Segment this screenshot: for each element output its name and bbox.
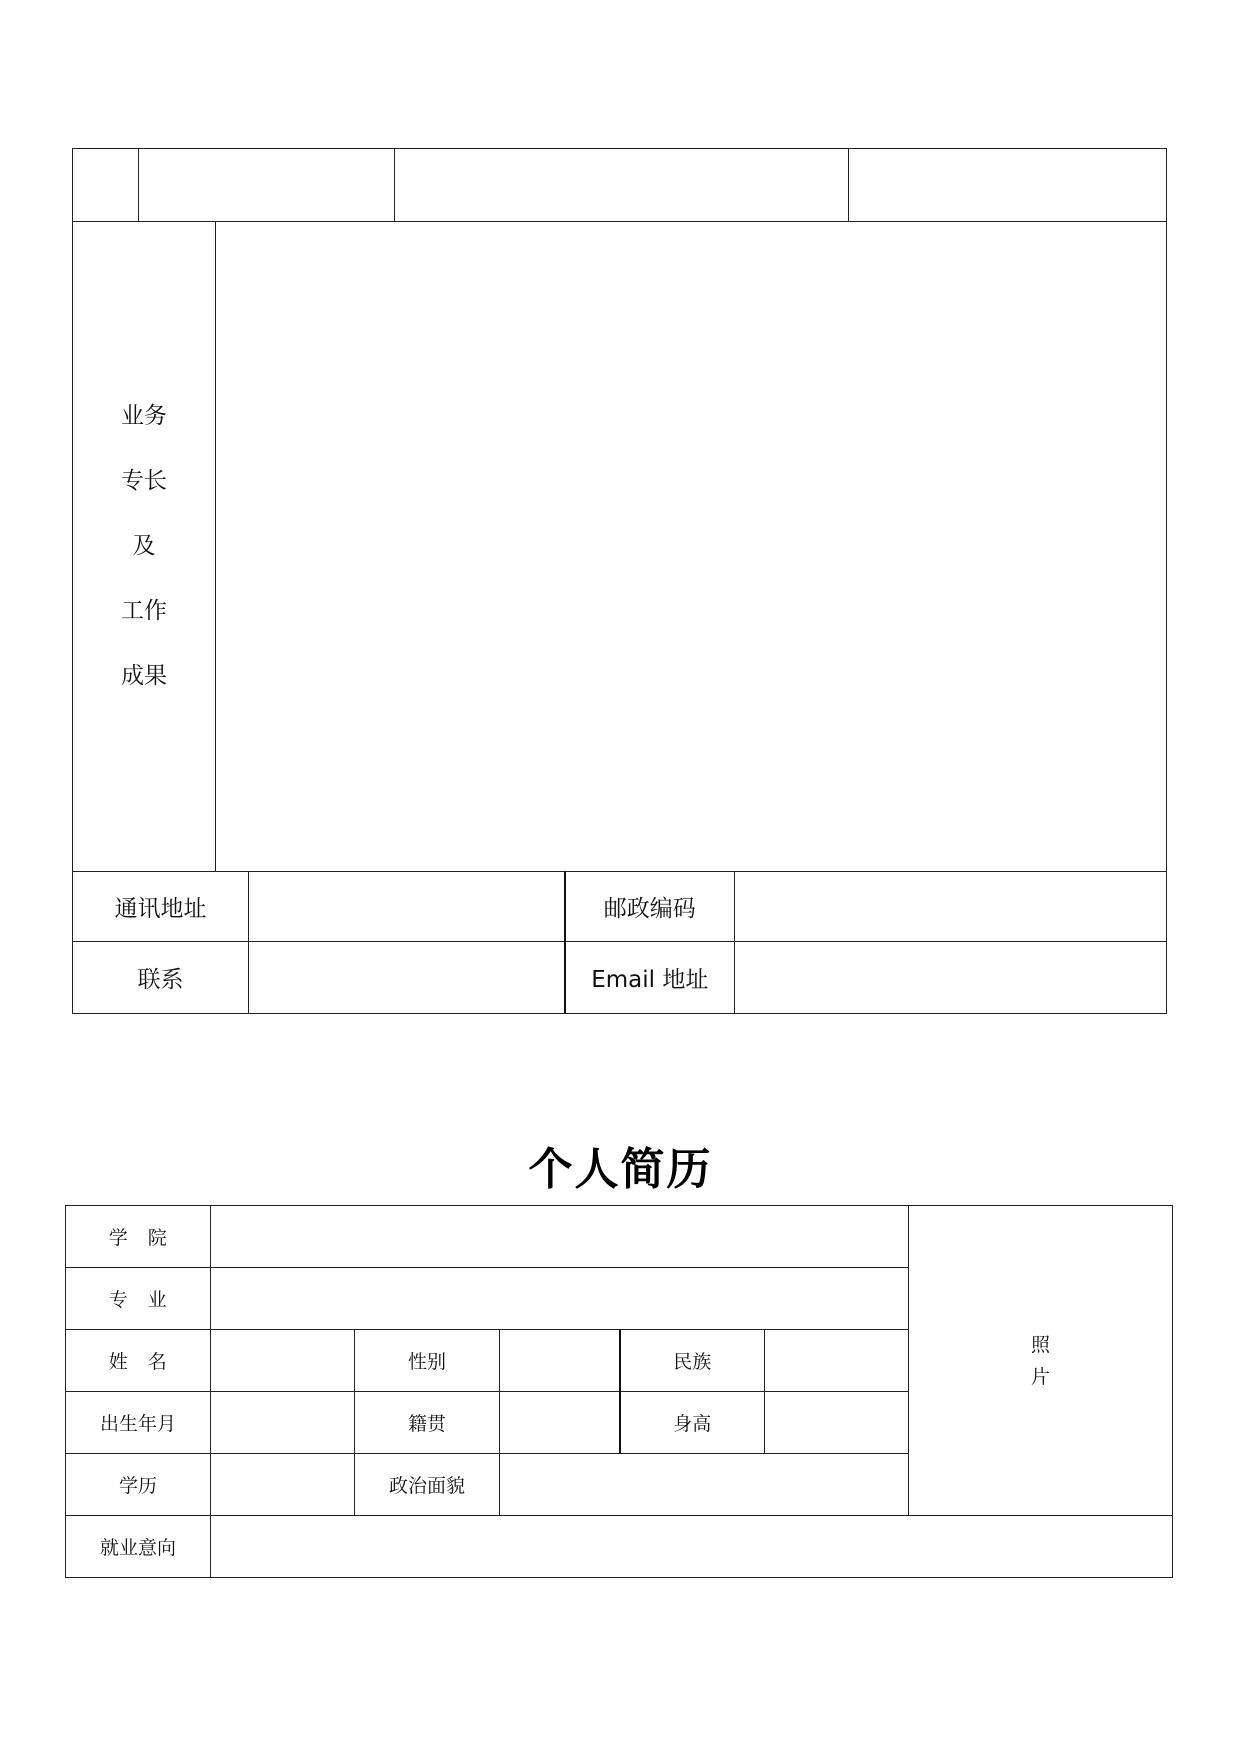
postcode-value-cell[interactable] (735, 872, 1167, 942)
birth-label: 出生年月 (66, 1392, 211, 1454)
name-value-cell[interactable] (211, 1330, 355, 1392)
email-value-cell[interactable] (735, 942, 1167, 1014)
address-label: 通讯地址 (73, 872, 249, 942)
skills-label-line: 及 (132, 533, 156, 559)
college-label: 学 院 (66, 1206, 211, 1268)
skills-label-line: 成果 (121, 663, 167, 689)
skills-row (73, 222, 1167, 872)
header-cell-2[interactable] (139, 149, 395, 222)
header-row (73, 149, 1167, 222)
education-value-cell[interactable] (211, 1454, 355, 1516)
address-row (73, 872, 1167, 942)
photo-label-line: 片 (1031, 1365, 1051, 1388)
personal-info-table (65, 1205, 1173, 1578)
height-label: 身高 (620, 1392, 765, 1454)
hometown-value-cell[interactable] (500, 1392, 620, 1454)
hometown-label: 籍贯 (355, 1392, 500, 1454)
photo-label (1031, 1329, 1050, 1393)
skills-label-line: 专长 (121, 468, 167, 494)
height-value-cell[interactable] (765, 1392, 909, 1454)
postcode-label: 邮政编码 (565, 872, 735, 942)
ethnicity-value-cell[interactable] (765, 1330, 909, 1392)
name-label: 姓 名 (66, 1330, 211, 1392)
email-label: Email 地址 (565, 942, 735, 1014)
gender-label: 性别 (355, 1330, 500, 1392)
skills-label-cell (73, 222, 216, 872)
contact-value-cell[interactable] (249, 942, 565, 1014)
contact-row (73, 942, 1167, 1014)
employment-intention-value-cell[interactable] (211, 1516, 1173, 1578)
employment-intention-label: 就业意向 (66, 1516, 211, 1578)
skills-contact-table (72, 148, 1167, 1014)
employment-row (66, 1516, 1173, 1578)
major-value-cell[interactable] (211, 1268, 909, 1330)
skills-label-line: 工作 (121, 598, 167, 624)
skills-label-line: 业务 (121, 403, 167, 429)
page-title: 个人简历 (528, 1144, 713, 1195)
skills-value-cell[interactable] (216, 222, 1167, 872)
education-label: 学历 (66, 1454, 211, 1516)
header-cell-4[interactable] (849, 149, 1167, 222)
college-value-cell[interactable] (211, 1206, 909, 1268)
ethnicity-label: 民族 (620, 1330, 765, 1392)
college-row (66, 1206, 1173, 1268)
political-status-label: 政治面貌 (355, 1454, 500, 1516)
header-cell-3[interactable] (395, 149, 849, 222)
major-label: 专 业 (66, 1268, 211, 1330)
contact-label: 联系 (73, 942, 249, 1014)
birth-value-cell[interactable] (211, 1392, 355, 1454)
header-cell-1[interactable] (73, 149, 139, 222)
address-value-cell[interactable] (249, 872, 565, 942)
political-status-value-cell[interactable] (500, 1454, 909, 1516)
gender-value-cell[interactable] (500, 1330, 620, 1392)
photo-label-line: 照 (1031, 1333, 1051, 1356)
photo-cell[interactable] (909, 1206, 1173, 1516)
